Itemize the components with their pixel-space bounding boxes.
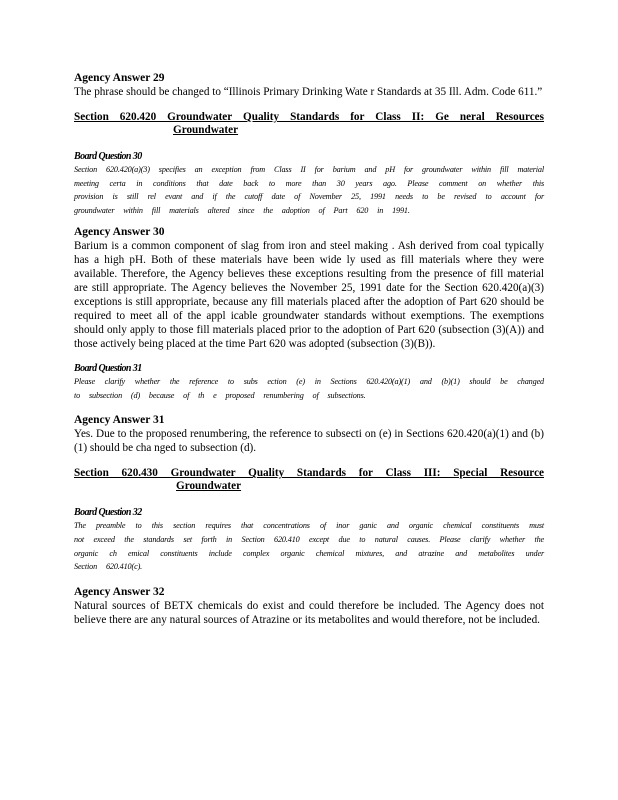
- section-620-430-heading: Section 620.430 Groundwater Quality Standards for Class III: Special Resource: [74, 467, 544, 480]
- answer-30-body: Barium is a common component of slag from iron and steel making . Ash derived from coal typically has a high pH. Both of these materials have been wide ly used as fill materials where they were available. Therefore, the Agency believes these exceptions resulting from the presence of fill material are still appropriate. The Agency believes the November 25, 1991 date for the Section 620.420(a)(3) exceptions is still appropriate, because any fill materials placed after the adoption of Part 620 should be required to meet all of the appl icable groundwater standards without exemptions. The exemptions should only apply to those fill materials placed prior to the adoption of Part 620 (subsection (3)(A)) and those actively being placed at the time Part 620 was adopted (subsection (3)(B)).: [74, 239, 544, 350]
- answer-32-body: Natural sources of BETX chemicals do exist and could therefore be included. The Agency does not believe there are any natural sources of Atrazine or its metabolites and would therefore, not be included.: [74, 600, 544, 627]
- answer-32-title: Agency Answer 32: [74, 586, 165, 599]
- question-32-title: Board Question 32: [74, 507, 142, 519]
- question-30-title: Board Question 30: [74, 151, 142, 162]
- document-page: [74, 72, 544, 627]
- question-30-body: Section 620.420(a)(3) specifies an exception from Class II for barium and pH for groundwater within fill material meeting certa in conditions that date back to more than 30 years ago. Please comment on whether this provision is still rel evant and if the cutoff date of November 25, 1991 needs to be revised to account for groundwater within fill materials altered since the adoption of Part 620 in 1991.: [74, 165, 544, 216]
- section-620-420-subheading: Groundwater: [173, 124, 239, 136]
- question-32-body: The preamble to this section requires that concentrations of inor ganic and organic chemical constituents must not exceed the standards set forth in Section 620.410 except due to natural causes. Please clarify whether the organic ch emical constituents include complex organic chemical mixtures, and atrazine and metabolites under Section 620.410(c).: [74, 521, 544, 572]
- answer-31-body: Yes. Due to the proposed renumbering, the reference to subsecti on (e) in Sections 620.420(a)(1) and (b)(1) should be cha nged to subsection (d).: [74, 428, 544, 455]
- question-31-body: Please clarify whether the reference to subs ection (e) in Sections 620.420(a)(1) and (b)(1) should be changed to subsection (d) because of th e proposed renumbering of subsections.: [74, 376, 544, 400]
- question-31-title: Board Question 31: [74, 362, 142, 374]
- section-620-430-subheading: Groundwater: [176, 480, 242, 493]
- answer-31-title: Agency Answer 31: [74, 414, 165, 427]
- answer-29-body: The phrase should be changed to “Illinois Primary Drinking Wate r Standards at 35 Ill. Adm. Code 611.”: [74, 86, 543, 98]
- section-620-420-heading: Section 620.420 Groundwater Quality Standards for Class II: Ge neral Resources: [74, 111, 544, 123]
- answer-30-title: Agency Answer 30: [74, 225, 165, 238]
- answer-29-title: Agency Answer 29: [74, 72, 165, 84]
